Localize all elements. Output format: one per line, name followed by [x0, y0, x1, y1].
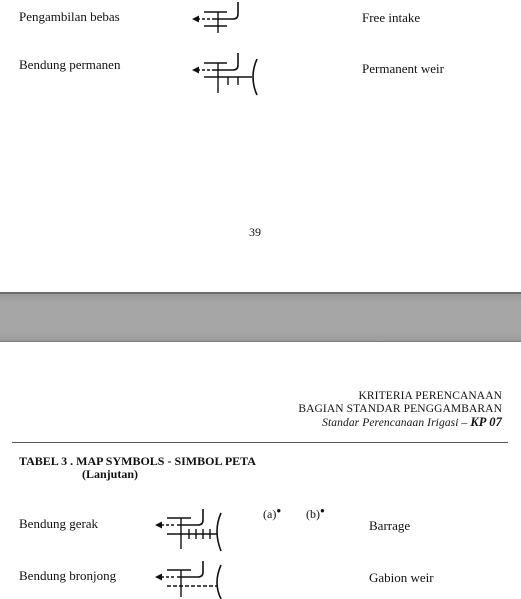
running-header [298, 390, 502, 430]
header-line-1: KRITERIA PERENCANAAN [358, 390, 502, 402]
free-intake-symbol [190, 0, 245, 36]
page-number: 39 [249, 225, 261, 239]
row-label-permanent-weir: Bendung permanen [19, 57, 121, 72]
header-rule [12, 442, 508, 443]
row-translation-free-intake: Free intake [362, 10, 421, 25]
gabion-weir-symbol [153, 559, 225, 599]
row-translation-barrage: Barrage [369, 518, 411, 533]
document-page-bottom [0, 342, 521, 594]
row-label-free-intake: Pengambilan bebas [19, 9, 120, 24]
table-title-text: TABEL 3 . MAP SYMBOLS - SIMBOL PETA [19, 454, 256, 468]
column-label-b: (b)● [306, 506, 325, 521]
row-label-barrage: Bendung gerak [19, 516, 99, 531]
header-code: KP 07 [470, 415, 502, 429]
document-page-top [0, 0, 521, 292]
page-separator [0, 292, 521, 342]
column-label-a: (a)● [263, 506, 282, 521]
row-label-gabion-weir: Bendung bronjong [19, 568, 117, 583]
barrage-symbol [153, 507, 225, 553]
permanent-weir-symbol [190, 51, 262, 97]
table-subtitle: (Lanjutan) [82, 467, 139, 481]
table-title [19, 454, 256, 481]
row-translation-permanent-weir: Permanent weir [362, 61, 444, 76]
header-line-3 [298, 416, 502, 430]
row-translation-gabion-weir: Gabion weir [369, 570, 434, 585]
header-line-2: BAGIAN STANDAR PENGGAMBARAN [298, 403, 502, 415]
header-standard-text: Standar Perencanaan Irigasi – [322, 417, 471, 429]
